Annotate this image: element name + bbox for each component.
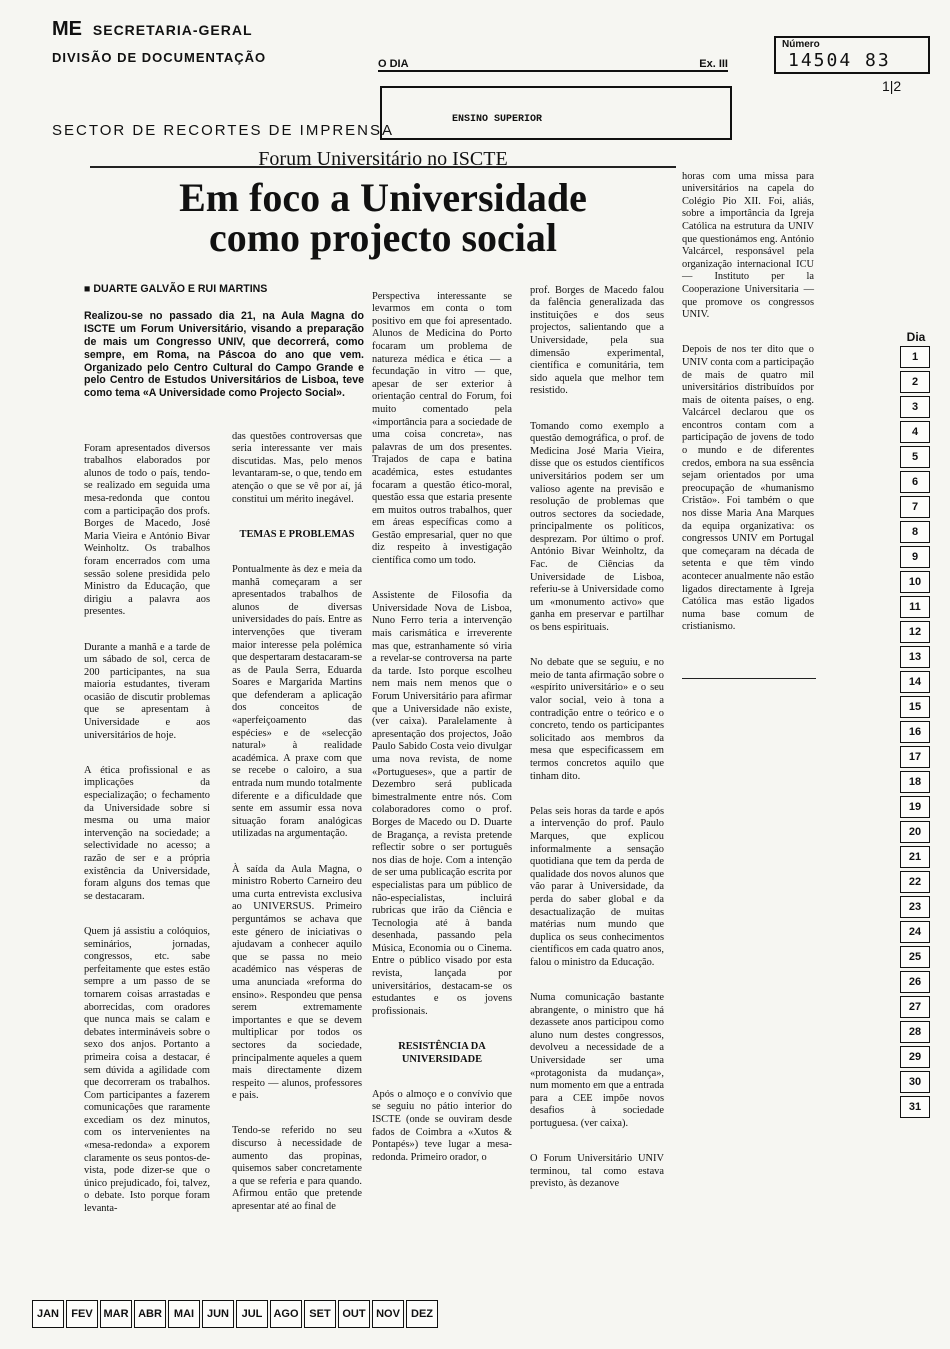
column-3 [372, 278, 512, 1187]
lead-text: Realizou-se no passado dia 21, na Aula Magna do ISCTE um Forum Universitário, visando a preparação de mais um Congresso UNIV, que decorrerá, como sempre, em Roma, na Páscoa do ano que vem. Organizado pelo Centro Cultural do Campo Grande e pelo Centro de Estudos Universitários de Lisboa, teve como tema «A Universidade como Projecto Social». [84, 310, 364, 400]
day-box: 9 [900, 546, 930, 568]
section-label: ENSINO SUPERIOR [452, 114, 543, 125]
paragraph: O Forum Universitário UNIV terminou, tal como estava previsto, às dezanove [530, 1153, 664, 1190]
day-box: 12 [900, 621, 930, 643]
paragraph: Numa comunicação bastante abrangente, o ministro que há dezassete anos participou como aluno num destes congressos, devolveu a necessidade de a Universidade ser uma «protagonista da mudança», num momento em que a entrada para a CEE impõe novos desafios à sociedade portuguesa. (ver caixa). [530, 992, 664, 1129]
column-4 [530, 272, 664, 1214]
paragraph: Assistente de Filosofia da Universidade Nova de Lisboa, Nuno Ferro teria a intervenção mais carismática e irreverente mas que, estranhamente só viria a revelar-se controversa na parte da tarde. Isto porque escolheu nem mais nem menos que o Forum Universitário para afirmar que a Universidade não existe, (ver caixa). Paralelamente à apresentação dos projectos, João Paulo Sabido Costa veio divulgar uma nova revista, de nome «Portugueses», que a partir de Dezembro será publicada bimestralmente entre nós. Com colaboradores como o prof. Borges de Macedo ou D. Duarte de Bragança, a revista pretende reflectir sobre o ser português nos dias de hoje. Com a intenção de ser uma publicação escrita por especialistas para um público de não-especialistas, incluirá rubricas que irão da Ciência e Tecnologia até à banda desenhada, passando pela Música, Economia ou o Cinema. Entre o público visado por esta revista, lançada por universitários, destacam-se os estudantes e os jovens profissionais. [372, 590, 512, 1017]
month-box: MAR [100, 1300, 132, 1328]
paragraph: Perspectiva interessante se levarmos em conta o tom positivo em que foi apresentado. Alunos de Medicina do Porto focaram um problema de natureza médica e ética — a fecundação in vitro — que, apesar de ser exterior à orientação central do Forum, foi muito comentado pela «importância para a sociedade de uma coisa concreta», nas palavras de um dos presentes. Trajados de capa e batina académica, estes estudantes focaram a questão ético-moral, questão essa que estaria presente em muitos outros trabalhos, quer em áreas específicas como a Gestão empresarial, quer no que diz respeito à investigação científica como um todo. [372, 290, 512, 567]
day-box: 17 [900, 746, 930, 768]
day-box: 5 [900, 446, 930, 468]
subhead-temas: TEMAS E PROBLEMAS [239, 528, 355, 540]
month-box: ABR [134, 1300, 166, 1328]
number-value: 14504 83 [788, 50, 891, 71]
day-box: 27 [900, 996, 930, 1018]
publication-date: Ex. III [699, 58, 728, 70]
day-box: 7 [900, 496, 930, 518]
paragraph: das questões controversas que seria interessante ver mais discutidas. Mas, pelo menos levantaram-se, o que, tendo em atenção o que se vê por aí, já constitui um mérito inegável. [232, 430, 362, 505]
day-box: 13 [900, 646, 930, 668]
day-box: 6 [900, 471, 930, 493]
number-box [774, 36, 930, 74]
day-box: 19 [900, 796, 930, 818]
day-box: 25 [900, 946, 930, 968]
day-box: 15 [900, 696, 930, 718]
paragraph: Tendo-se referido no seu discurso à necessidade de aumento das propinas, quisemos saber concretamente a que se referia e para quando. Afirmou então que pretende apresentar até ao final de [232, 1125, 362, 1213]
section-box [380, 86, 732, 140]
month-box: JUL [236, 1300, 268, 1328]
paragraph: Tomando como exemplo a questão demográfica, o prof. de Medicina José Maria Vieira, disse que os estudos científicos universitários podem ser um valioso agente na previsão e resolução de problemas que outros sectores da sociedade, principalmente os políticos, desprezam. Por último o prof. António Bivar Weinholtz, da Fac. de Ciências da Universidade de Lisboa, referiu-se à Universidade como um «monumento activo» que ganha em preservar e partilhar os bens espirituais. [530, 420, 664, 634]
day-box: 10 [900, 571, 930, 593]
day-box: 28 [900, 1021, 930, 1043]
article-kicker: Forum Universitário no ISCTE [258, 148, 508, 170]
day-box: 20 [900, 821, 930, 843]
day-box: 29 [900, 1046, 930, 1068]
org-header [52, 18, 253, 41]
paragraph: prof. Borges de Macedo falou da falência generalizada das instituições e dos seus projectos, salientando que a Universidade, pela sua dimensão experimental, científica e comunitária, tem sido aquela que melhor tem resistido. [530, 284, 664, 397]
paragraph: A ética profissional e as implicações da especialização; o fechamento da Universidade sobre si mesma ou uma maior intervenção na sociedade; a selectividade no acesso; a razão de ser e a própria existência da Universidade, foram alguns dos temas que se destacaram. [84, 764, 210, 902]
paragraph: Quem já assistiu a colóquios, seminários, jornadas, congressos, etc. sabe perfeitamente que estes estão sempre a um passo de se tornarem coisas arrastadas e aborrecidas, com oradores que nunca mais se calam e debates intermináveis sobre o sexo dos anjos. Portanto a primeira coisa a destacar, é sem dúvida a agilidade com que decorreram os trabalhos. Com participantes a fazerem comunicações que raramente excediam os dez minutos, com os intervenientes na «mesa-redonda» a exporem claramente os seus pontos-de-vista, pode dizer-se que o único prejudicado, foi, talvez, o debate. Isto porque foram levanta- [84, 925, 210, 1215]
page-mark: 1|2 [882, 78, 902, 94]
article-title-line-1: Em foco a Universidade [179, 175, 587, 220]
day-box: 11 [900, 596, 930, 618]
article-title [90, 175, 676, 260]
day-box: 16 [900, 721, 930, 743]
day-box: 22 [900, 871, 930, 893]
day-box: 21 [900, 846, 930, 868]
month-box: DEZ [406, 1300, 438, 1328]
day-index [900, 330, 932, 1121]
column-5 [682, 158, 814, 657]
publication-name: O DIA [378, 58, 409, 70]
article-byline: ■ DUARTE GALVÃO E RUI MARTINS [84, 282, 268, 295]
month-box: AGO [270, 1300, 302, 1328]
org-abbr: ME [52, 18, 82, 40]
day-list [900, 346, 932, 1118]
paragraph: Pelas seis horas da tarde e após a intervenção do prof. Paulo Marques, que explicou informalmente a sensação quotidiana que tem da perda de qualidade dos novos alunos que vão parar à Universidade, da perda do saber global e da desactualização de muitas matérias num mundo que duplica os seus conhecimentos científicos em cada quatro anos, falou o ministro da Educação. [530, 805, 664, 968]
subhead-resistencia: RESISTÊNCIA DA UNIVERSIDADE [398, 1041, 486, 1065]
month-box: FEV [66, 1300, 98, 1328]
column-2 [232, 418, 362, 1236]
day-box: 24 [900, 921, 930, 943]
day-box: 31 [900, 1096, 930, 1118]
month-box: OUT [338, 1300, 370, 1328]
month-box: NOV [372, 1300, 404, 1328]
day-box: 18 [900, 771, 930, 793]
number-label: Número [782, 39, 820, 50]
month-box: SET [304, 1300, 336, 1328]
day-box: 3 [900, 396, 930, 418]
publication-line [378, 58, 728, 72]
sector-name: SECTOR DE RECORTES DE IMPRENSA [52, 122, 394, 139]
article-lead [84, 270, 364, 400]
paragraph: Durante a manhã e a tarde de um sábado de sol, cerca de 200 participantes, na sua maioria estudantes, tiveram ocasião de discutir problemas que se apresentam à Universidade e aos universitários de hoje. [84, 641, 210, 741]
paragraph: Após o almoço e o convívio que se seguiu no pátio interior do ISCTE (onde se ouviram desde fados de Coimbra a «Xutos & Pontapés») teve lugar a mesa-redonda. Primeiro orador, o [372, 1088, 512, 1163]
paragraph: No debate que se seguiu, e no meio de tanta afirmação sobre o «espírito universitário» e o seu valor social, veio à tona a contradição entre o teórico e o concreto, tendo os participantes solicitado aos membros da mesa que especificassem em termos concretos aquilo que tinham dito. [530, 657, 664, 782]
paragraph: Depois de nos ter dito que o UNIV conta com a participação de mais de quatro mil universitários distribuídos por mais de oitenta países, o eng. Valcárcel declarou que os encontros contam com a participação de jovens de todo o mundo e de diferentes credos, embora na sua essência sejam orientados por uma preocupação de «humanismo Cristão». Foi também o que nos disse Maria Ana Marques da equipa organizativa: os congressos UNIV em Portugal que começaram na década de setenta e que têm vindo acontecer anualmente não estão ligados directamente à Igreja Católica mas estão ligados numa base comum de cristianismo. [682, 344, 814, 633]
division-name: DIVISÃO DE DOCUMENTAÇÃO [52, 50, 267, 65]
day-box: 4 [900, 421, 930, 443]
month-box: MAI [168, 1300, 200, 1328]
day-box: 1 [900, 346, 930, 368]
month-index [32, 1300, 440, 1330]
day-box: 30 [900, 1071, 930, 1093]
paragraph: Pontualmente às dez e meia da manhã começaram a ser apresentados trabalhos de alunos de diversas universidades do país. Entre as intervenções que tiveram maior interesse pela polémica que despertaram destacaram-se as de Paula Serra, Eduarda Soares e Margarida Martins que defenderam a aplicação dos conceitos de «aperfeiçoamento das espécies» e de «selecção natural» à realidade académica. A praxe com que se recebe o caloiro, a sua entrada num mundo totalmente diferente e a dificuldade que sente em assumir essa nova situação foram analógicas utilizadas na argumentação. [232, 563, 362, 840]
paragraph: Foram apresentados diversos trabalhos elaborados por alunos de todo o país, tendo-se realizado em seguida uma mesa-redonda que contou com a participação dos profs. Borges de Macedo, José Maria Vieira e António Bivar Weinholtz. Os trabalhos foram encerrados com uma sessão solene presidida pelo Ministro da Educação, que dirigiu a palavra aos presentes. [84, 442, 210, 618]
column-1 [84, 430, 210, 1238]
day-index-header: Dia [906, 330, 926, 344]
paragraph: horas com uma missa para universitários na capela do Colégio Pio XII. Foi, aliás, sobre a importância da Igreja Católica na estrutura da UNIV que questionámos eng. António Valcárcel, responsável pela organização internacional ICU — Instituto per la Cooperazione Universitaria — que promove os congressos UNIV. [682, 170, 814, 321]
month-box: JAN [32, 1300, 64, 1328]
day-box: 2 [900, 371, 930, 393]
day-box: 14 [900, 671, 930, 693]
column-5-end-rule [682, 678, 816, 679]
paragraph: À saída da Aula Magna, o ministro Roberto Carneiro deu uma curta entrevista exclusiva ao UNIVERSUS. Primeiro perguntámos se achava que este género de iniciativas o ajudavam a conhecer aquilo que se passa no meio académico nas vésperas de uma anunciada «reforma do ensino». Respondeu que pensa serem extremamente importantes e que se devem multiplicar por todos os sectores da sociedade, principalmente aqueles a quem mais directamente dizem respeito — alunos, professores e pais. [232, 863, 362, 1102]
day-box: 8 [900, 521, 930, 543]
month-box: JUN [202, 1300, 234, 1328]
article-title-line-2: como projecto social [208, 215, 558, 260]
day-box: 23 [900, 896, 930, 918]
org-name: SECRETARIA-GERAL [92, 22, 253, 38]
day-box: 26 [900, 971, 930, 993]
